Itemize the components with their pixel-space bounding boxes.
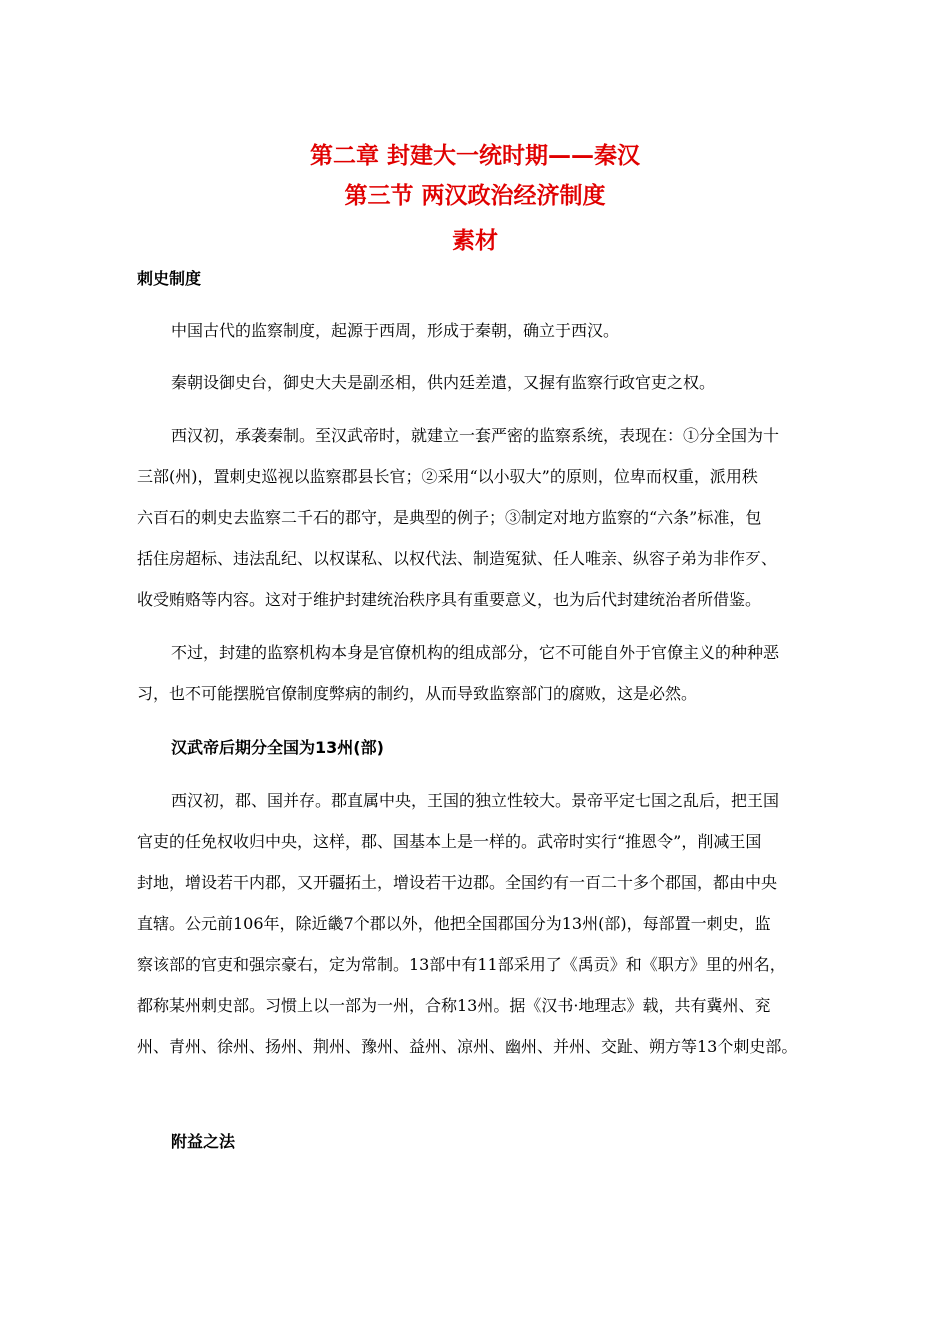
chapter-title: 第二章 封建大一统时期——秦汉 [309, 143, 640, 169]
paragraph-line: 不过，封建的监察机构本身是官僚机构的组成部分，它不可能自外于官僚主义的种种恶 [171, 643, 780, 662]
paragraph-line: 三部(州)，置刺史巡视以监察郡县长官；②采用“以小驭大”的原则，位卑而权重，派用秩 [137, 467, 758, 486]
heading-fuyi-law: 附益之法 [171, 1132, 236, 1151]
material-title: 素材 [452, 228, 498, 254]
paragraph-line: 州、青州、徐州、扬州、荆州、豫州、益州、凉州、幽州、并州、交趾、朔方等13个刺史部。 [137, 1037, 798, 1056]
paragraph-line: 六百石的刺史去监察二千石的郡守，是典型的例子；③制定对地方监察的“六条”标准，包 [137, 508, 762, 527]
paragraph-line: 西汉初，郡、国并存。郡直属中央，王国的独立性较大。景帝平定七国之乱后，把王国 [171, 791, 780, 810]
paragraph-line: 秦朝设御史台，御史大夫是副丞相，供内廷差遣，又握有监察行政官吏之权。 [171, 373, 716, 392]
paragraph-line: 西汉初，承袭秦制。至汉武帝时，就建立一套严密的监察系统，表现在：①分全国为十 [171, 426, 780, 445]
heading-13-zhou: 汉武帝后期分全国为13州(部) [171, 738, 384, 757]
paragraph-line: 封地，增设若干内郡，又开疆拓土，增设若干边郡。全国约有一百二十多个郡国，都由中央 [137, 873, 778, 892]
paragraph-line: 中国古代的监察制度，起源于西周，形成于秦朝，确立于西汉。 [171, 321, 620, 340]
paragraph-line: 官吏的任免权收归中央，这样，郡、国基本上是一样的。武帝时实行“推恩令”，削减王国 [137, 832, 762, 851]
paragraph-line: 括住房超标、违法乱纪、以权谋私、以权代法、制造冤狱、任人唯亲、纵容子弟为非作歹、 [137, 549, 778, 568]
paragraph-line: 习，也不可能摆脱官僚制度弊病的制约，从而导致监察部门的腐败，这是必然。 [137, 684, 698, 703]
paragraph-line: 直辖。公元前106年，除近畿7个郡以外，他把全国郡国分为13州(部)，每部置一刺史，监 [137, 914, 771, 933]
paragraph-line: 收受贿赂等内容。这对于维护封建统治秩序具有重要意义，也为后代封建统治者所借鉴。 [137, 590, 762, 609]
paragraph-line: 都称某州刺史部。习惯上以一部为一州，合称13州。据《汉书·地理志》载，共有冀州、兖 [137, 996, 771, 1015]
paragraph-line: 察该部的官吏和强宗豪右，定为常制。13部中有11部采用了《禹贡》和《职方》里的州名， [137, 955, 786, 974]
heading-cishi-system: 刺史制度 [137, 269, 202, 288]
section-title: 第三节 两汉政治经济制度 [344, 183, 606, 209]
